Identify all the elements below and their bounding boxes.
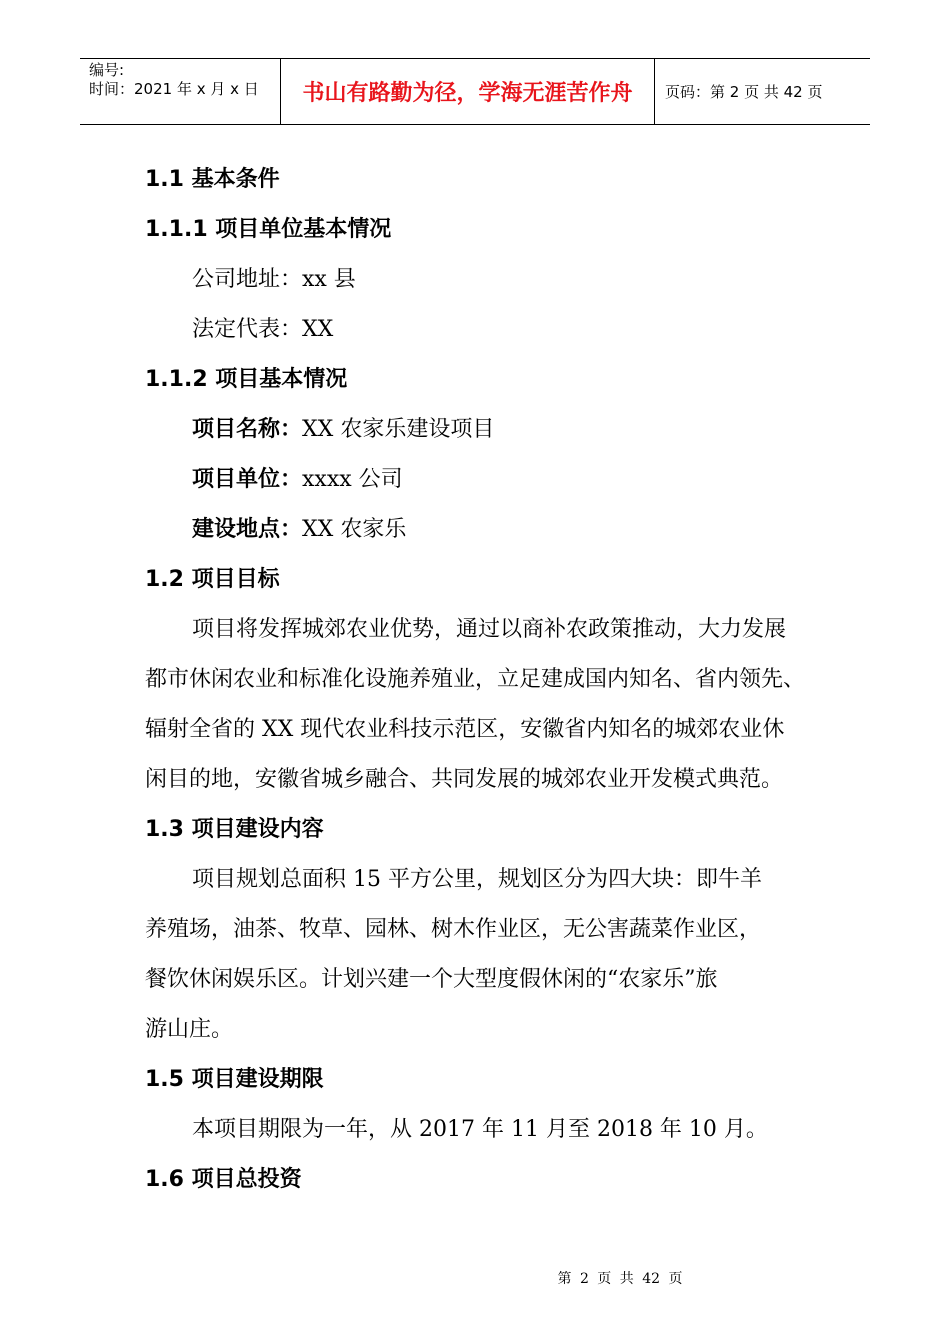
project-name-row [145,405,825,455]
content-paragraph-line: 养殖场，油茶、牧草、园林、树木作业区，无公害蔬菜作业区， [145,917,762,942]
content-paragraph-line: 游山庄。 [145,1017,234,1042]
goal-paragraph-line: 辐射全省的 XX 现代农业科技示范区，安徽省内知名的城郊农业休 [145,717,785,742]
section-heading-1-6: 1.6 项目总投资 [145,1167,302,1192]
section-heading-1-1-1: 1.1.1 项目单位基本情况 [145,217,392,242]
project-unit-row [145,455,825,505]
page-header [80,58,870,125]
goal-paragraph-line: 闲目的地，安徽省城乡融合、共同发展的城郊农业开发模式典范。 [145,767,784,792]
page-footer: 第 2 页 共 42 页 [557,1271,683,1287]
company-address: 公司地址：xx 县 [192,267,356,292]
goal-paragraph-line: 项目将发挥城郊农业优势，通过以商补农政策推动，大力发展 [192,617,787,642]
document-body [145,155,825,1205]
project-unit-value: xxxx 公司 [302,467,403,492]
section-heading-1-2: 1.2 项目目标 [145,567,280,592]
header-meta [80,59,281,124]
project-name-value: XX 农家乐建设项目 [302,417,495,442]
construction-site-value: XX 农家乐 [302,517,407,542]
document-time: 时间：2021 年 x 月 x 日 [89,80,259,98]
construction-site-row [145,505,825,555]
document-number-label: 编号: [89,61,125,79]
project-name-label: 项目名称： [192,417,303,442]
construction-site-label: 建设地点： [192,517,303,542]
construction-period-text: 本项目期限为一年，从 2017 年 11 月至 2018 年 10 月。 [192,1117,768,1142]
goal-paragraph-line: 都市休闲农业和标准化设施养殖业，立足建成国内知名、省内领先、 [145,667,806,692]
section-heading-1-1: 1.1 基本条件 [145,167,280,192]
header-motto: 书山有路勤为径，学海无涯苦作舟 [281,59,655,124]
section-heading-1-1-2: 1.1.2 项目基本情况 [145,367,348,392]
header-page-info: 页码：第 2 页 共 42 页 [665,83,823,101]
project-unit-label: 项目单位： [192,467,303,492]
content-paragraph-line: 餐饮休闲娱乐区。计划兴建一个大型度假休闲的“农家乐”旅 [145,967,718,992]
section-heading-1-3: 1.3 项目建设内容 [145,817,324,842]
content-paragraph-line: 项目规划总面积 15 平方公里，规划区分为四大块：即牛羊 [192,867,762,892]
section-heading-1-5: 1.5 项目建设期限 [145,1067,324,1092]
legal-representative: 法定代表：XX [192,317,334,342]
